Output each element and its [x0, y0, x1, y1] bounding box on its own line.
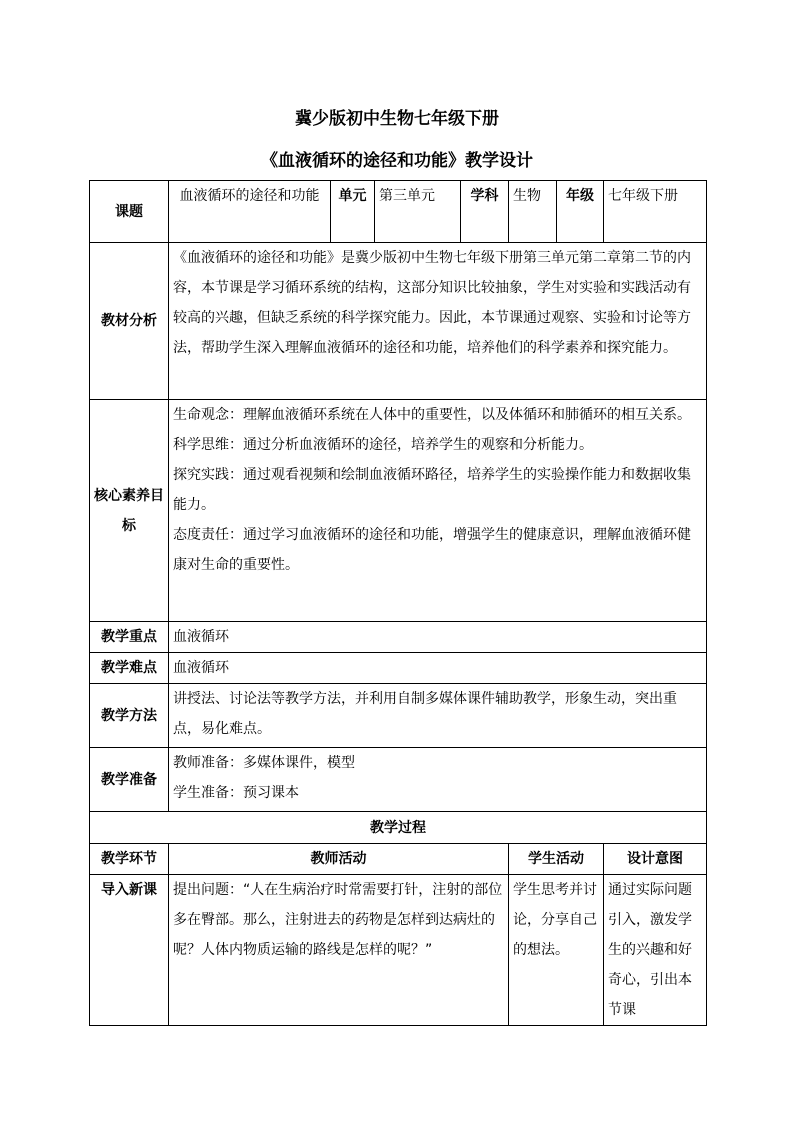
document-subtitle: 《血液循环的途径和功能》教学设计 — [261, 151, 533, 171]
process-header-stage: 教学环节 — [90, 844, 169, 875]
process-stage: 导入新课 — [90, 875, 169, 1026]
method-label: 教学方法 — [90, 684, 169, 748]
goal-item: 态度责任：通过学习血液循环的途径和功能，增强学生的健康意识，理解血液循环健康对生命的重要性。 — [173, 527, 691, 573]
process-header-row — [90, 844, 707, 875]
course-value: 血液循环的途径和功能 — [169, 181, 331, 243]
grade-label: 年级 — [557, 181, 604, 243]
process-header-intent: 设计意图 — [604, 844, 707, 875]
goal-item: 科学思维：通过分析血液循环的途径，培养学生的观察和分析能力。 — [173, 437, 593, 453]
process-design-intent: 通过实际问题引入，激发学生的兴趣和好奇心，引出本节课 — [604, 875, 707, 1026]
method-row — [90, 684, 707, 748]
teacher-preparation: 教师准备：多媒体课件，模型 — [173, 755, 355, 771]
analysis-row — [90, 243, 707, 400]
analysis-text: 《血液循环的途径和功能》是冀少版初中生物七年级下册第三单元第二章第二节的内容，本节课是学习循环系统的结构，这部分知识比较抽象，学生对实验和实践活动有较高的兴趣，但缺乏系统的科学探究能力。因此，本节课通过观察、实验和讨论等方法，帮助学生深入理解血液循环的途径和功能，培养他们的科学素养和探究能力。 — [169, 243, 707, 400]
preparation-label: 教学准备 — [90, 748, 169, 812]
goal-item: 生命观念：理解血液循环系统在人体中的重要性，以及体循环和肺循环的相互关系。 — [173, 407, 691, 423]
process-teacher-activity: 提出问题：“人在生病治疗时常需要打针，注射的部位多在臀部。那么，注射进去的药物是怎样到达病灶的呢？人体内物质运输的路线是怎样的呢？” — [169, 875, 509, 1026]
analysis-label: 教材分析 — [90, 243, 169, 400]
process-student-activity: 学生思考并讨论，分享自己的想法。 — [509, 875, 604, 1026]
subject-value: 生物 — [509, 181, 557, 243]
goals-row — [90, 400, 707, 622]
info-row — [90, 181, 707, 243]
unit-label: 单元 — [331, 181, 375, 243]
lesson-plan-table — [89, 180, 707, 1026]
subject-label: 学科 — [461, 181, 509, 243]
key-point-label: 教学重点 — [90, 622, 169, 653]
unit-value: 第三单元 — [375, 181, 461, 243]
document-title: 冀少版初中生物七年级下册 — [295, 109, 499, 129]
difficulty-value: 血液循环 — [169, 653, 707, 684]
difficulty-row — [90, 653, 707, 684]
course-label: 课题 — [90, 181, 169, 243]
method-value: 讲授法、讨论法等教学方法，并利用自制多媒体课件辅助教学，形象生动，突出重点，易化难点。 — [169, 684, 707, 748]
key-point-row — [90, 622, 707, 653]
process-header-student: 学生活动 — [509, 844, 604, 875]
process-title: 教学过程 — [90, 812, 707, 844]
goals-label: 核心素养目标 — [90, 400, 169, 622]
grade-value: 七年级下册 — [604, 181, 707, 243]
difficulty-label: 教学难点 — [90, 653, 169, 684]
process-row — [90, 875, 707, 1026]
preparation-row — [90, 748, 707, 812]
process-title-row — [90, 812, 707, 844]
student-preparation: 学生准备：预习课本 — [173, 785, 299, 801]
process-header-teacher: 教师活动 — [169, 844, 509, 875]
key-point-value: 血液循环 — [169, 622, 707, 653]
goal-item: 探究实践：通过观看视频和绘制血液循环路径，培养学生的实验操作能力和数据收集能力。 — [173, 467, 691, 513]
